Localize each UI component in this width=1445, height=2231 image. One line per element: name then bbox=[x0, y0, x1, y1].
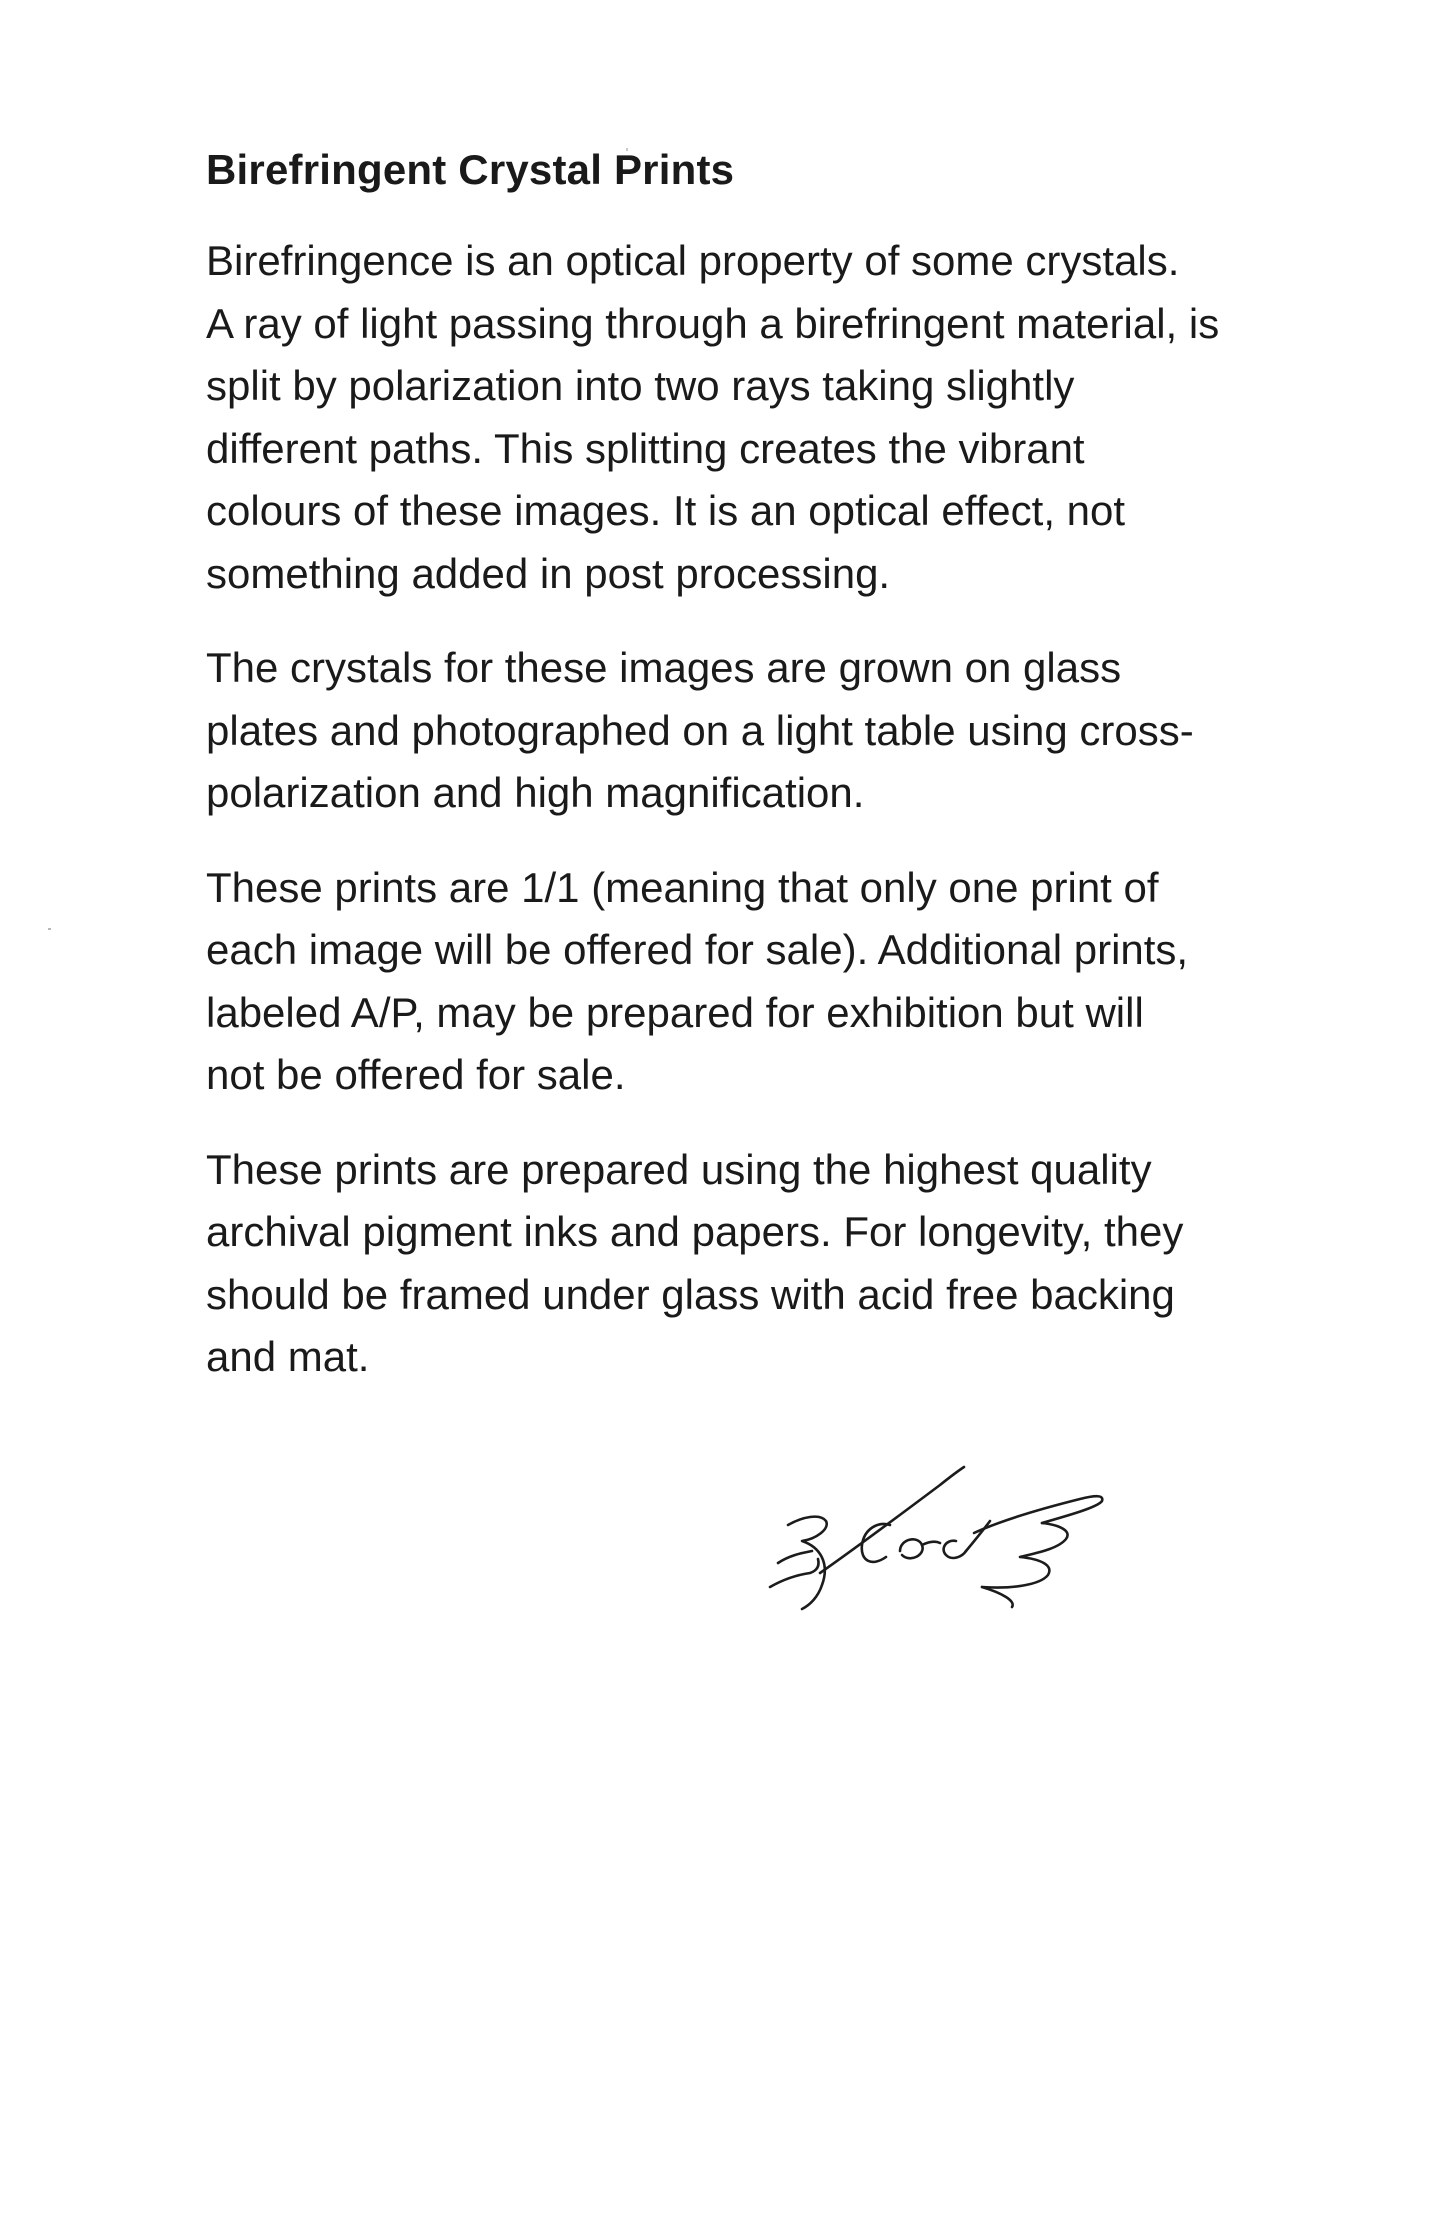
paragraph-line: different paths. This splitting creates the vibrant bbox=[206, 424, 1085, 472]
paragraph-editions bbox=[206, 857, 1346, 1107]
document-title: Birefringent Crystal Prints bbox=[206, 146, 735, 193]
paragraph-line: The crystals for these images are grown on glass bbox=[206, 644, 1122, 691]
handwritten-signature bbox=[750, 1455, 1120, 1625]
paragraph-line: colours of these images. It is an optical effect, not bbox=[206, 487, 1126, 534]
document-body bbox=[206, 140, 1346, 1421]
paragraph-line: Birefringence is an optical property of some crystals. bbox=[206, 237, 1180, 284]
paragraph-line: not be offered for sale. bbox=[206, 1051, 626, 1098]
paragraph-line: should be framed under glass with acid free backing bbox=[206, 1270, 1175, 1318]
paragraph-archival bbox=[206, 1139, 1346, 1389]
paragraph-line: These prints are 1/1 (meaning that only one print of bbox=[206, 863, 1159, 911]
paragraph-line: split by polarization into two rays taking slightly bbox=[206, 362, 1075, 409]
paragraph-line: These prints are prepared using the highest quality bbox=[206, 1145, 1152, 1193]
paragraph-birefringence bbox=[206, 230, 1346, 605]
paragraph-line: archival pigment inks and papers. For longevity, they bbox=[206, 1208, 1184, 1255]
scan-speck bbox=[48, 928, 51, 930]
paragraph-line: labeled A/P, may be prepared for exhibition but will bbox=[206, 988, 1144, 1036]
paragraph-line: and mat. bbox=[206, 1333, 370, 1380]
paragraph-crystals bbox=[206, 637, 1346, 825]
paragraph-line: plates and photographed on a light table using cross- bbox=[206, 706, 1194, 754]
paragraph-line: each image will be offered for sale). Additional prints, bbox=[206, 926, 1189, 973]
paragraph-line: polarization and high magnification. bbox=[206, 769, 865, 816]
paragraph-line: something added in post processing. bbox=[206, 549, 891, 597]
paragraph-line: A ray of light passing through a birefringent material, is bbox=[206, 299, 1220, 347]
